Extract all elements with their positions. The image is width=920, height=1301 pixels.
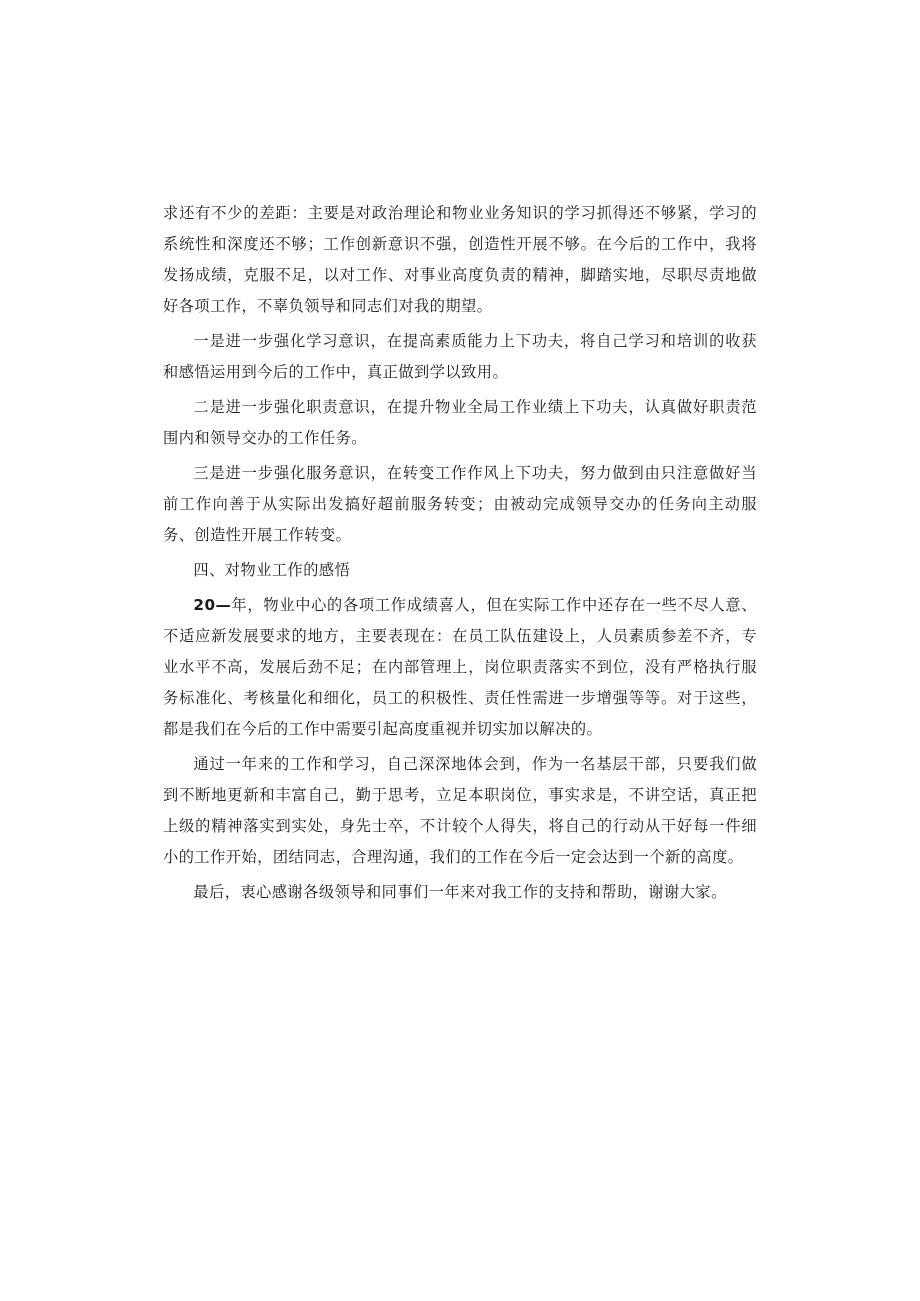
paragraph-duty-awareness: 二是进一步强化职责意识，在提升物业全局工作业绩上下功夫，认真做好职责范围内和领导交办的工作任务。 xyxy=(163,398,757,447)
year-text: 20— xyxy=(193,596,232,614)
year-summary-text: 年，物业中心的各项工作成绩喜人，但在实际工作中还存在一些不尽人意、不适应新发展要求的地方，主要表现在：在员工队伍建设上，人员素质参差不齐，专业水平不高，发展后劲不足；在内部管理上，岗位职责落实不到位，没有严格执行服务标准化、考核量化和细化，员工的积极性、责任性需进一步增强等等。对于这些，都是我们在今后的工作中需要引起高度重视并切实加以解决的。 xyxy=(163,596,757,738)
paragraph-service-awareness: 三是进一步强化服务意识，在转变工作作风上下功夫，努力做到由只注意做好当前工作向善于从实际出发搞好超前服务转变；由被动完成领导交办的任务向主动服务、创造性开展工作转变。 xyxy=(163,464,757,544)
paragraph-study-awareness: 一是进一步强化学习意识，在提高素质能力上下功夫，将自己学习和培训的收获和感悟运用到今后的工作中，真正做到学以致用。 xyxy=(163,332,757,381)
section-heading: 四、对物业工作的感悟 xyxy=(193,561,351,579)
paragraph-year-summary xyxy=(163,590,757,745)
paragraph-reflection: 通过一年来的工作和学习，自己深深地体会到，作为一名基层干部，只要我们做到不断地更新和丰富自己，勤于思考，立足本职岗位，事实求是，不讲空话，真正把上级的精神落实到实处，身先士卒，不计较个人得失，将自己的行动从干好每一件细小的工作开始，团结同志，合理沟通，我们的工作在今后一定会达到一个新的高度。 xyxy=(163,755,757,866)
paragraph-continuation: 求还有不少的差距：主要是对政治理论和物业业务知识的学习抓得还不够紧，学习的系统性和深度还不够；工作创新意识不强，创造性开展不够。在今后的工作中，我将发扬成绩，克服不足，以对工作、对事业高度负责的精神，脚踏实地，尽职尽责地做好各项工作，不辜负领导和同志们对我的期望。 xyxy=(163,204,757,315)
document-page xyxy=(163,198,757,912)
paragraph-thanks: 最后，衷心感谢各级领导和同事们一年来对我工作的支持和帮助，谢谢大家。 xyxy=(193,883,727,901)
